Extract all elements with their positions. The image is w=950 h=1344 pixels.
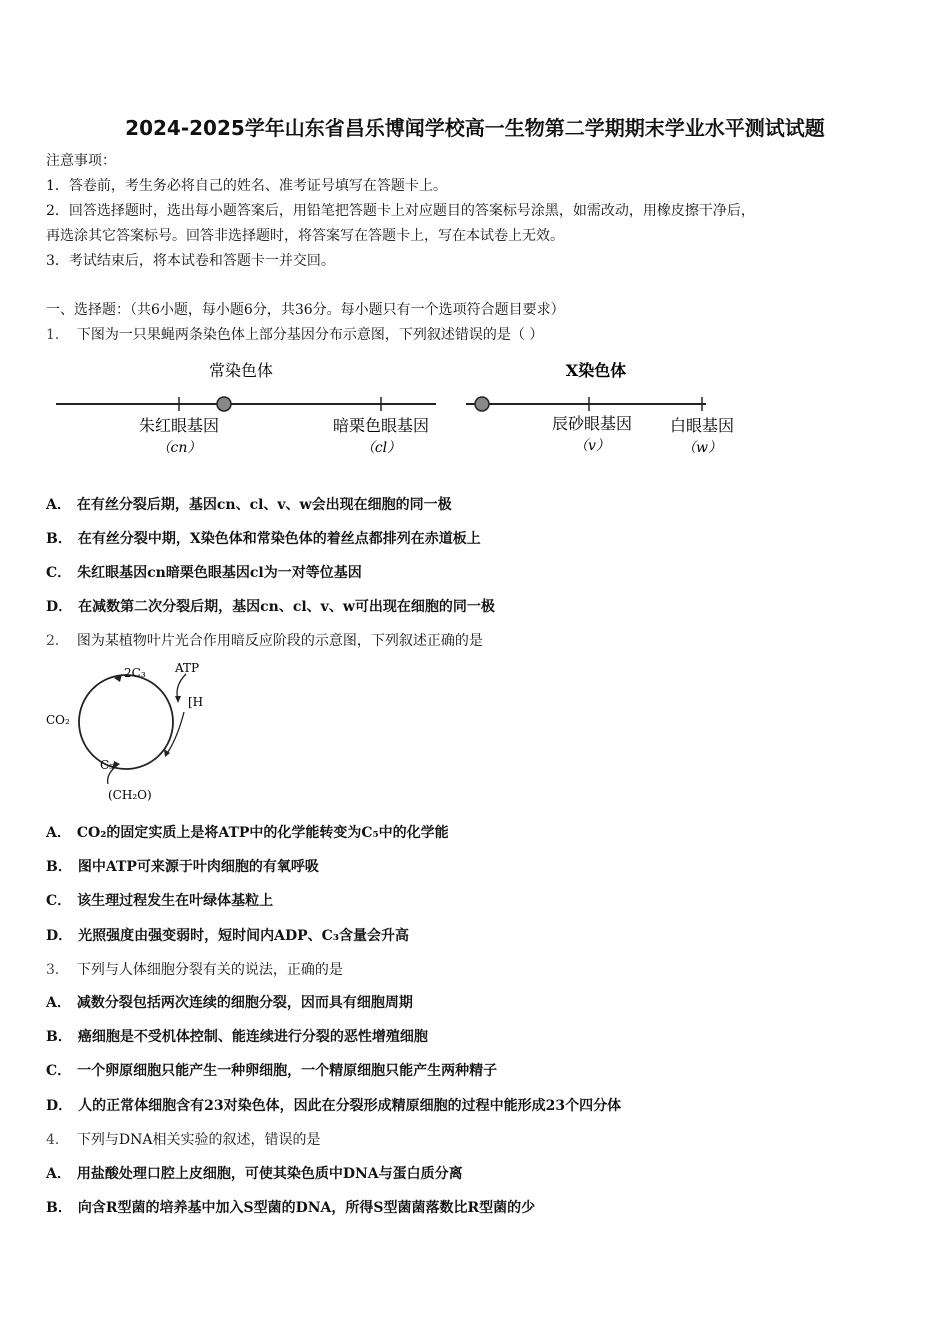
option-letter: C． bbox=[46, 565, 72, 581]
gene-cn-symbol: （cn） bbox=[156, 440, 202, 456]
question-text: 下列与人体细胞分裂有关的说法，正确的是 bbox=[76, 962, 343, 978]
question-number: 2． bbox=[46, 633, 69, 649]
gene-v-symbol: （v） bbox=[574, 438, 610, 454]
question-number: 1． bbox=[46, 327, 69, 343]
q4-option-a bbox=[46, 1164, 463, 1184]
q2-option-d bbox=[46, 926, 409, 946]
q1-option-a bbox=[46, 495, 452, 515]
gene-w-symbol: （w） bbox=[682, 440, 722, 456]
question-4-stem bbox=[46, 1130, 321, 1150]
chromosome-figure bbox=[46, 350, 766, 465]
option-letter: A． bbox=[46, 497, 71, 513]
option-text: 朱红眼基因cn暗栗色眼基因cl为一对等位基因 bbox=[77, 565, 362, 581]
question-text: 下列与DNA相关实验的叙述，错误的是 bbox=[76, 1132, 321, 1148]
option-letter: A． bbox=[46, 1166, 71, 1182]
option-text: 一个卵原细胞只能产生一种卵细胞，一个精原细胞只能产生两种精子 bbox=[77, 1063, 498, 1079]
gene-cl-symbol: （cl） bbox=[360, 440, 402, 456]
question-number: 4． bbox=[46, 1132, 69, 1148]
option-text: 癌细胞是不受机体控制、能连续进行分裂的恶性增殖细胞 bbox=[77, 1029, 428, 1045]
option-text: 光照强度由强变弱时，短时间内ADP、C₃含量会升高 bbox=[78, 928, 409, 944]
question-number: 3． bbox=[46, 962, 69, 978]
section-heading: 一、选择题：（共6小题，每小题6分，共36分。每小题只有一个选项符合题目要求） bbox=[46, 302, 565, 318]
option-letter: B． bbox=[46, 531, 72, 547]
q3-option-c bbox=[46, 1061, 497, 1081]
question-3-stem bbox=[46, 960, 343, 980]
q4-option-b bbox=[46, 1198, 535, 1218]
option-letter: B． bbox=[46, 1029, 72, 1045]
q3-option-b bbox=[46, 1027, 428, 1047]
ch2o-label: (CH₂O) bbox=[108, 788, 152, 802]
question-text: 图为某植物叶片光合作用暗反应阶段的示意图，下列叙述正确的是 bbox=[76, 633, 483, 649]
autosome-centromere bbox=[217, 397, 231, 411]
gene-w-label: 白眼基因 bbox=[669, 416, 735, 435]
q3-option-d bbox=[46, 1096, 621, 1116]
option-letter: A． bbox=[46, 825, 71, 841]
option-text: 图中ATP可来源于叶肉细胞的有氧呼吸 bbox=[77, 859, 319, 875]
option-letter: C． bbox=[46, 893, 72, 909]
option-text: 在有丝分裂中期，X染色体和常染色体的着丝点都排列在赤道板上 bbox=[77, 531, 481, 547]
q1-option-c bbox=[46, 563, 362, 583]
c5-label: C₅ bbox=[100, 758, 114, 772]
notice-item: 再选涂其它答案标号。回答非选择题时，将答案写在答题卡上，写在本试卷上无效。 bbox=[46, 228, 564, 244]
notice-heading: 注意事项： bbox=[46, 153, 116, 169]
co2-label: CO₂ bbox=[46, 713, 70, 727]
question-1-stem bbox=[46, 325, 543, 345]
autosome-label: 常染色体 bbox=[208, 361, 274, 380]
x-centromere bbox=[475, 397, 489, 411]
option-text: 人的正常体细胞含有23对染色体，因此在分裂形成精原细胞的过程中能形成23个四分体 bbox=[78, 1098, 622, 1114]
dark-reaction-figure bbox=[44, 656, 214, 806]
question-text: 下图为一只果蝇两条染色体上部分基因分布示意图，下列叙述错误的是（ ） bbox=[76, 327, 544, 343]
option-text: 减数分裂包括两次连续的细胞分裂，因而具有细胞周期 bbox=[76, 995, 413, 1011]
option-text: 该生理过程发生在叶绿体基粒上 bbox=[77, 893, 274, 909]
notice-item: 3．考试结束后，将本试卷和答题卡一并交回。 bbox=[46, 253, 335, 269]
option-text: 在有丝分裂后期，基因cn、cl、v、w会出现在细胞的同一极 bbox=[76, 497, 452, 513]
atp-label: ATP bbox=[175, 661, 200, 675]
option-letter: A． bbox=[46, 995, 71, 1011]
option-letter: B． bbox=[46, 1200, 72, 1216]
gene-v-label: 辰砂眼基因 bbox=[551, 414, 633, 433]
gene-cn-label: 朱红眼基因 bbox=[138, 416, 220, 435]
notice-item: 2．回答选择题时，选出每小题答案后，用铅笔把答题卡上对应题目的答案标号涂黑，如需改动，用橡皮擦干净后， bbox=[46, 203, 755, 219]
option-text: CO₂的固定实质上是将ATP中的化学能转变为C₅中的化学能 bbox=[76, 825, 449, 841]
option-text: 用盐酸处理口腔上皮细胞，可使其染色质中DNA与蛋白质分离 bbox=[76, 1166, 463, 1182]
notice-item: 1．答卷前，考生务必将自己的姓名、准考证号填写在答题卡上。 bbox=[46, 178, 447, 194]
q2-option-c bbox=[46, 891, 273, 911]
x-chromosome-label: X染色体 bbox=[565, 361, 627, 380]
q1-option-b bbox=[46, 529, 481, 549]
q3-option-a bbox=[46, 993, 413, 1013]
q2-option-b bbox=[46, 857, 319, 877]
option-letter: D． bbox=[46, 928, 73, 944]
option-text: 在减数第二次分裂后期，基因cn、cl、v、w可出现在细胞的同一极 bbox=[78, 599, 495, 615]
q2-option-a bbox=[46, 823, 449, 843]
option-letter: D． bbox=[46, 599, 73, 615]
option-letter: D． bbox=[46, 1098, 73, 1114]
option-letter: B． bbox=[46, 859, 72, 875]
calvin-cycle-circle bbox=[79, 675, 173, 769]
option-text: 向含R型菌的培养基中加入S型菌的DNA，所得S型菌菌落数比R型菌的少 bbox=[77, 1200, 536, 1216]
page-title: 2024-2025学年山东省昌乐博闻学校高一生物第二学期期末学业水平测试试题 bbox=[125, 116, 825, 140]
gene-cl-label: 暗栗色眼基因 bbox=[332, 416, 430, 435]
h-label: [H bbox=[188, 695, 204, 709]
question-2-stem bbox=[46, 631, 483, 651]
atp-arrow-icon bbox=[175, 696, 181, 703]
option-letter: C． bbox=[46, 1063, 72, 1079]
c3-label: 2C₃ bbox=[124, 666, 146, 680]
h-arrow bbox=[168, 712, 184, 752]
q1-option-d bbox=[46, 597, 495, 617]
